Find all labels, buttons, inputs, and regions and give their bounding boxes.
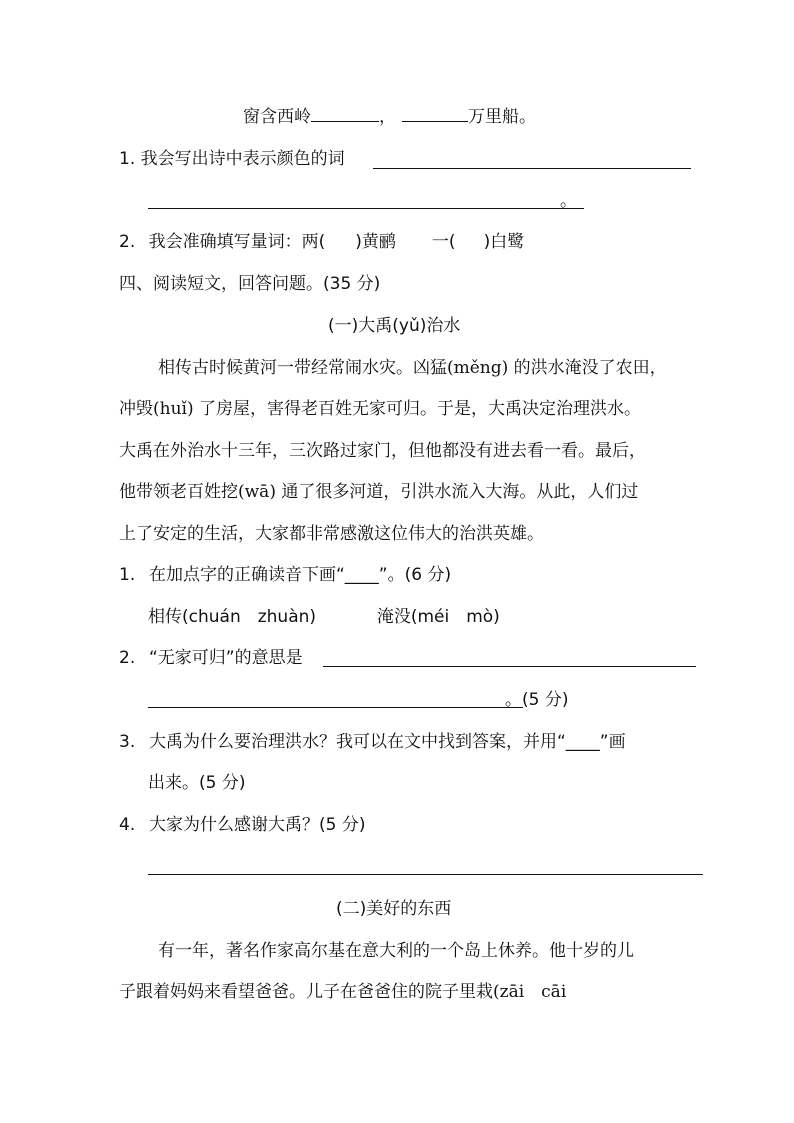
passage-line: 上了安定的生活，大家都非常感激这位伟大的治洪英雄。 (119, 524, 544, 544)
answer-line[interactable] (373, 168, 691, 169)
question-text-b: )黄鹂 (355, 232, 396, 252)
question-text-c: 一( (431, 232, 456, 252)
question-text: 大家为什么感谢大禹？(5 分) (149, 815, 366, 835)
reading-question-2 (119, 647, 303, 669)
question-number: 1. (119, 149, 136, 169)
reading-question-1 (119, 564, 451, 586)
answer-line[interactable] (148, 874, 703, 875)
passage-line: 子跟着妈妈来看望爸爸。儿子在爸爸住的院子里栽(zāi cāi (119, 982, 567, 1002)
answer-line[interactable] (148, 707, 523, 708)
poem-comma: ， (379, 107, 396, 127)
reading-question-4 (119, 814, 365, 836)
question-text-d: )白鹭 (483, 232, 525, 252)
section-heading: 四、阅读短文，回答问题。(35 分) (119, 274, 381, 294)
poem-line-prefix: 窗含西岭 (243, 107, 311, 127)
question-text: 在加点字的正确读音下画“____”。(6 分) (149, 565, 452, 585)
question-text: “无家可归”的意思是 (149, 648, 303, 668)
question-number: 2. (119, 232, 136, 252)
poem-line-suffix: 万里船。 (468, 107, 536, 127)
pinyin-choice-b[interactable]: 淹没(méi mò) (376, 607, 500, 627)
passage-title: (二)美好的东西 (336, 899, 452, 919)
answer-line[interactable] (323, 666, 696, 667)
question-text: 大禹为什么要治理洪水？我可以在文中找到答案，并用“____”画 (149, 732, 626, 752)
poem-question-2 (119, 231, 524, 253)
answer-blank[interactable] (402, 105, 468, 122)
question-continuation: 出来。(5 分) (148, 773, 246, 793)
poem-question-1 (119, 148, 345, 170)
question-text: 我会写出诗中表示颜色的词 (140, 149, 345, 169)
passage-line: 他带领老百姓挖(wā) 通了很多河道，引洪水流入大海。从此，人们过 (119, 482, 639, 502)
question-number: 2. (119, 648, 136, 668)
pinyin-choices (148, 606, 500, 628)
question-number: 1. (119, 565, 136, 585)
passage-line: 有一年，著名作家高尔基在意大利的一个岛上休养。他十岁的儿 (158, 941, 634, 961)
passage-line: 冲毁(huǐ) 了房屋，害得老百姓无家可归。于是，大禹决定治理洪水。 (119, 399, 642, 419)
passage-line: 大禹在外治水十三年，三次路过家门，但他都没有进去看一看。最后， (119, 441, 646, 461)
question-text-a: 我会准确填写量词：两( (148, 232, 326, 252)
reading-question-3 (119, 731, 626, 753)
answer-line-end: 。 (560, 191, 577, 211)
answer-blank[interactable] (311, 105, 379, 122)
pinyin-choice-a[interactable]: 相传(chuán zhuàn) (148, 607, 317, 627)
passage-title: (一)大禹(yǔ)治水 (328, 316, 461, 336)
passage-line: 相传古时候黄河一带经常闹水灾。凶猛(měng) 的洪水淹没了农田， (158, 358, 667, 378)
question-number: 4. (119, 815, 136, 835)
poem-line (243, 105, 536, 128)
answer-line[interactable] (148, 208, 584, 209)
score-note: 。(5 分) (505, 690, 569, 710)
question-number: 3. (119, 732, 136, 752)
